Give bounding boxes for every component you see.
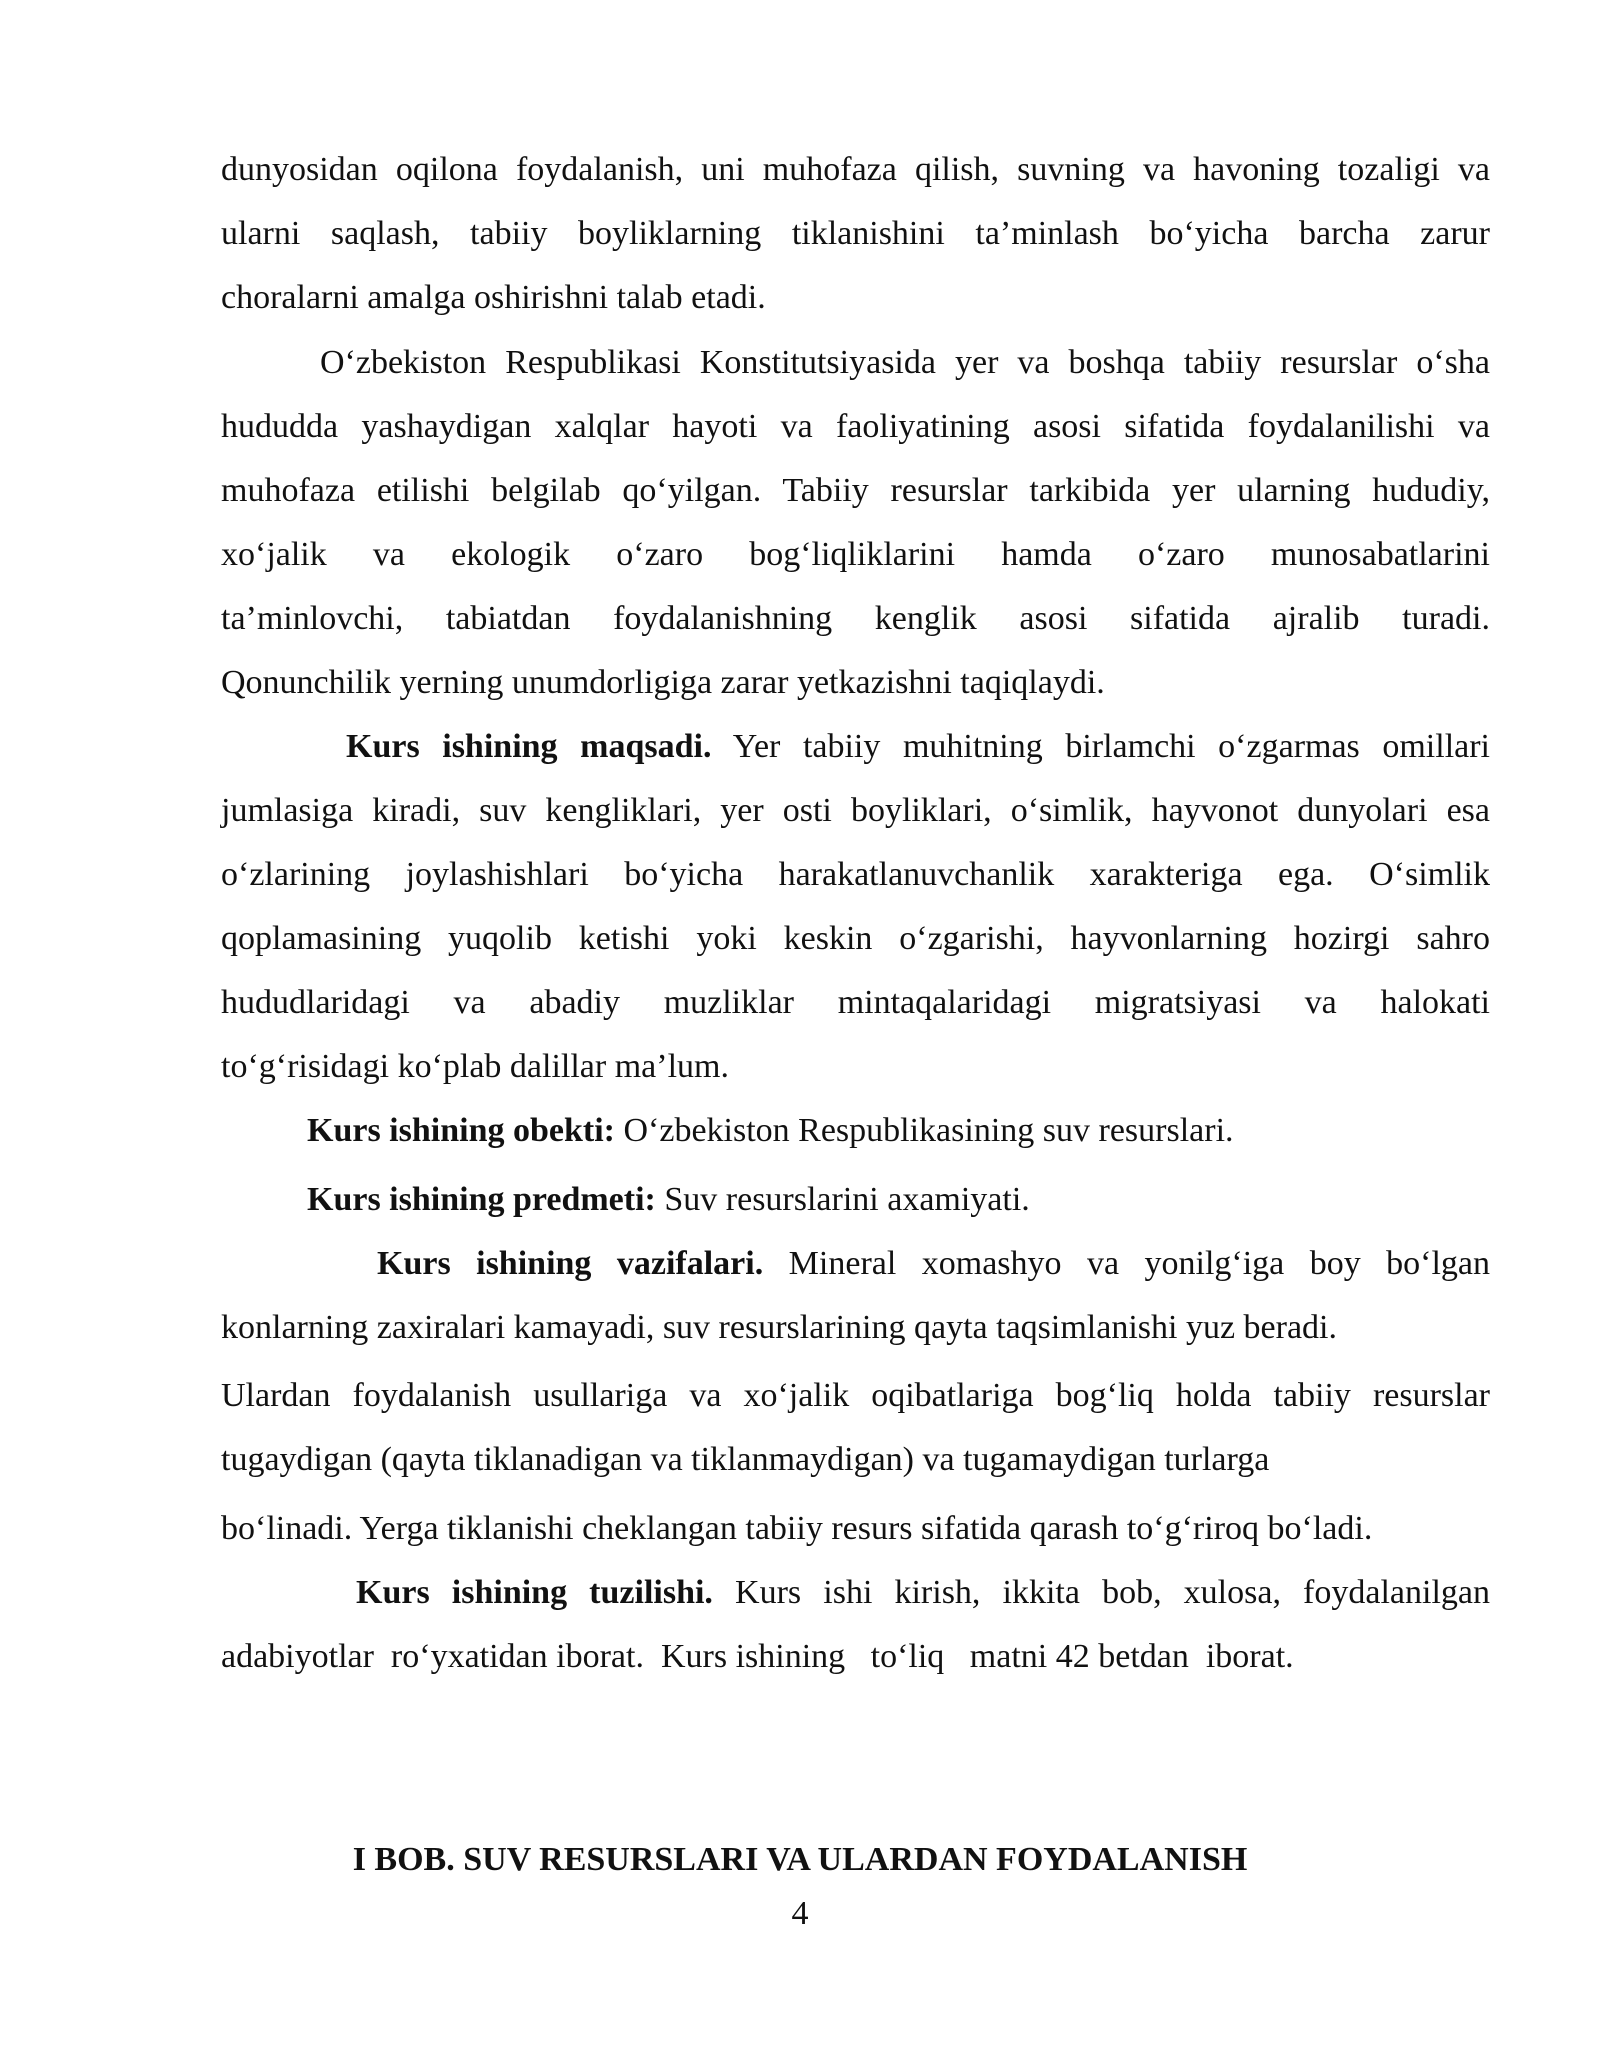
heading-predmeti: Kurs ishining predmeti: (307, 1181, 656, 1218)
heading-obekti: Kurs ishining obekti: (307, 1112, 615, 1149)
page-number: 4 (791, 1895, 809, 1932)
paragraph-line: jumlasiga kiradi, suv kengliklari, yer osti boyliklari, o‘simlik, hayvonot dunyolari esa (221, 792, 1490, 829)
paragraph-line (307, 1111, 1234, 1151)
paragraph-line: hududda yashaydigan xalqlar hayoti va faoliyatining asosi sifatida foydalanilishi va (221, 408, 1490, 445)
heading-maqsadi: Kurs ishining maqsadi. (346, 728, 712, 765)
paragraph-text: Suv resurslarini axamiyati. (664, 1181, 1030, 1218)
paragraph-line: Ulardan foydalanish usullariga va xo‘jalik oqibatlariga bog‘liq holda tabiiy resurslar (221, 1377, 1490, 1414)
paragraph-text: Yer tabiiy muhitning birlamchi o‘zgarmas omillari (732, 728, 1491, 765)
paragraph-line: bo‘linadi. Yerga tiklanishi cheklangan tabiiy resurs sifatida qarash to‘g‘riroq bo‘ladi. (221, 1510, 1373, 1547)
heading-vazifalari: Kurs ishining vazifalari. (377, 1245, 764, 1282)
paragraph-line (307, 1180, 1030, 1220)
paragraph-text: Kurs ishi kirish, ikkita bob, xulosa, foydalanilgan (735, 1574, 1490, 1611)
paragraph-line (377, 1244, 1490, 1284)
paragraph-line: muhofaza etilishi belgilab qo‘yilgan. Tabiiy resurslar tarkibida yer ularning hududiy, (221, 472, 1490, 509)
paragraph-line: Qonunchilik yerning unumdorligiga zarar yetkazishni taqiqlaydi. (221, 664, 1105, 701)
paragraph-line: ta’minlovchi, tabiatdan foydalanishning kenglik asosi sifatida ajralib turadi. (221, 600, 1490, 637)
paragraph-line: dunyosidan oqilona foydalanish, uni muhofaza qilish, suvning va havoning tozaligi va (221, 151, 1490, 188)
paragraph-text: O‘zbekiston Respublikasining suv resurslari. (623, 1112, 1234, 1149)
chapter-title: I BOB. SUV RESURSLARI VA ULARDAN FOYDALANISH (352, 1841, 1248, 1878)
paragraph-line: ularni saqlash, tabiiy boyliklarning tiklanishini ta’minlash bo‘yicha barcha zarur (221, 215, 1490, 252)
paragraph-line: konlarning zaxiralari kamayadi, suv resurslarining qayta taqsimlanishi yuz beradi. (221, 1309, 1337, 1346)
paragraph-line: O‘zbekiston Respublikasi Konstitutsiyasida yer va boshqa tabiiy resurslar o‘sha (320, 344, 1490, 381)
paragraph-line: xo‘jalik va ekologik o‘zaro bog‘liqliklarini hamda o‘zaro munosabatlarini (221, 536, 1490, 573)
paragraph-line: adabiyotlar ro‘yxatidan iborat. Kurs ishining to‘liq matni 42 betdan iborat. (221, 1638, 1294, 1675)
paragraph-text: Mineral xomashyo va yonilg‘iga boy bo‘lgan (788, 1245, 1490, 1282)
paragraph-line (356, 1573, 1490, 1613)
paragraph-line (346, 727, 1490, 767)
paragraph-line: qoplamasining yuqolib ketishi yoki keskin o‘zgarishi, hayvonlarning hozirgi sahro (221, 920, 1490, 957)
paragraph-line: to‘g‘risidagi ko‘plab dalillar ma’lum. (221, 1048, 729, 1085)
paragraph-line: hududlaridagi va abadiy muzliklar mintaqalaridagi migratsiyasi va halokati (221, 984, 1490, 1021)
paragraph-line: o‘zlarining joylashishlari bo‘yicha harakatlanuvchanlik xarakteriga ega. O‘simlik (221, 856, 1490, 893)
paragraph-line: tugaydigan (qayta tiklanadigan va tiklanmaydigan) va tugamaydigan turlarga (221, 1441, 1270, 1478)
paragraph-line: choralarni amalga oshirishni talab etadi. (221, 279, 766, 316)
heading-tuzilishi: Kurs ishining tuzilishi. (356, 1574, 713, 1611)
